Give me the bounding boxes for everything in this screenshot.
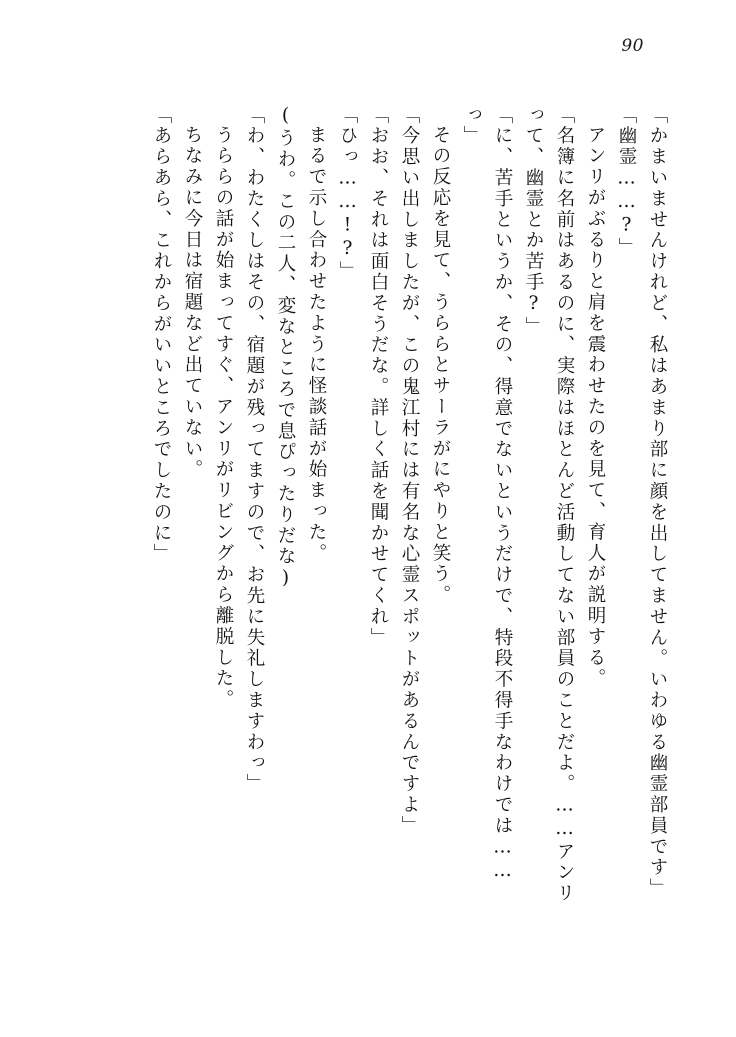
text-line: 「かまいませんけれど、私はあまり部に顔を出してません。いわゆる幽霊部員です」: [647, 105, 668, 900]
text-line: (うわ。この二人、変なところで息ぴったりだな): [275, 105, 296, 591]
text-line: 「幽霊……?」: [616, 105, 637, 259]
text-line: うららの話が始まってすぐ、アンリがリビングから離脱した。: [213, 125, 234, 711]
text-line: ちなみに今日は宿題など出ていない。: [182, 125, 203, 481]
text-line: 「名簿に名前はあるのに、実際はほとんど活動してない部員のことだよ。……アンリ: [554, 105, 575, 905]
text-line: その反応を見て、うららとサーラがにやりと笑う。: [430, 125, 451, 606]
text-line: 「おお、それは面白そうだな。詳しく話を聞かせてくれ」: [368, 105, 389, 649]
text-line: まるで示し合わせたように怪談話が始まった。: [306, 125, 327, 564]
text-line: 「わ、わたくしはその、宿題が残ってますので、お先に失礼しますわっ」: [244, 105, 265, 795]
text-line: 「に、苦手というか、その、得意でないというだけで、特段不得手なわけでは……: [492, 105, 513, 884]
text-line: 「今思い出しましたが、この鬼江村には有名な心霊スポットがあるんですよ」: [399, 105, 420, 837]
text-line: アンリがぶるりと肩を震わせたのを見て、育人が説明する。: [585, 125, 606, 690]
text-line: 「ひっ……!?」: [337, 105, 358, 283]
text-line: って、幽霊とか苦手?」: [523, 105, 544, 338]
text-line: 「あらあら、これからがいいところでしたのに」: [151, 105, 172, 565]
vertical-text-body: [70, 105, 666, 947]
text-line: っ」: [461, 105, 482, 147]
page-number: 90: [621, 36, 644, 56]
